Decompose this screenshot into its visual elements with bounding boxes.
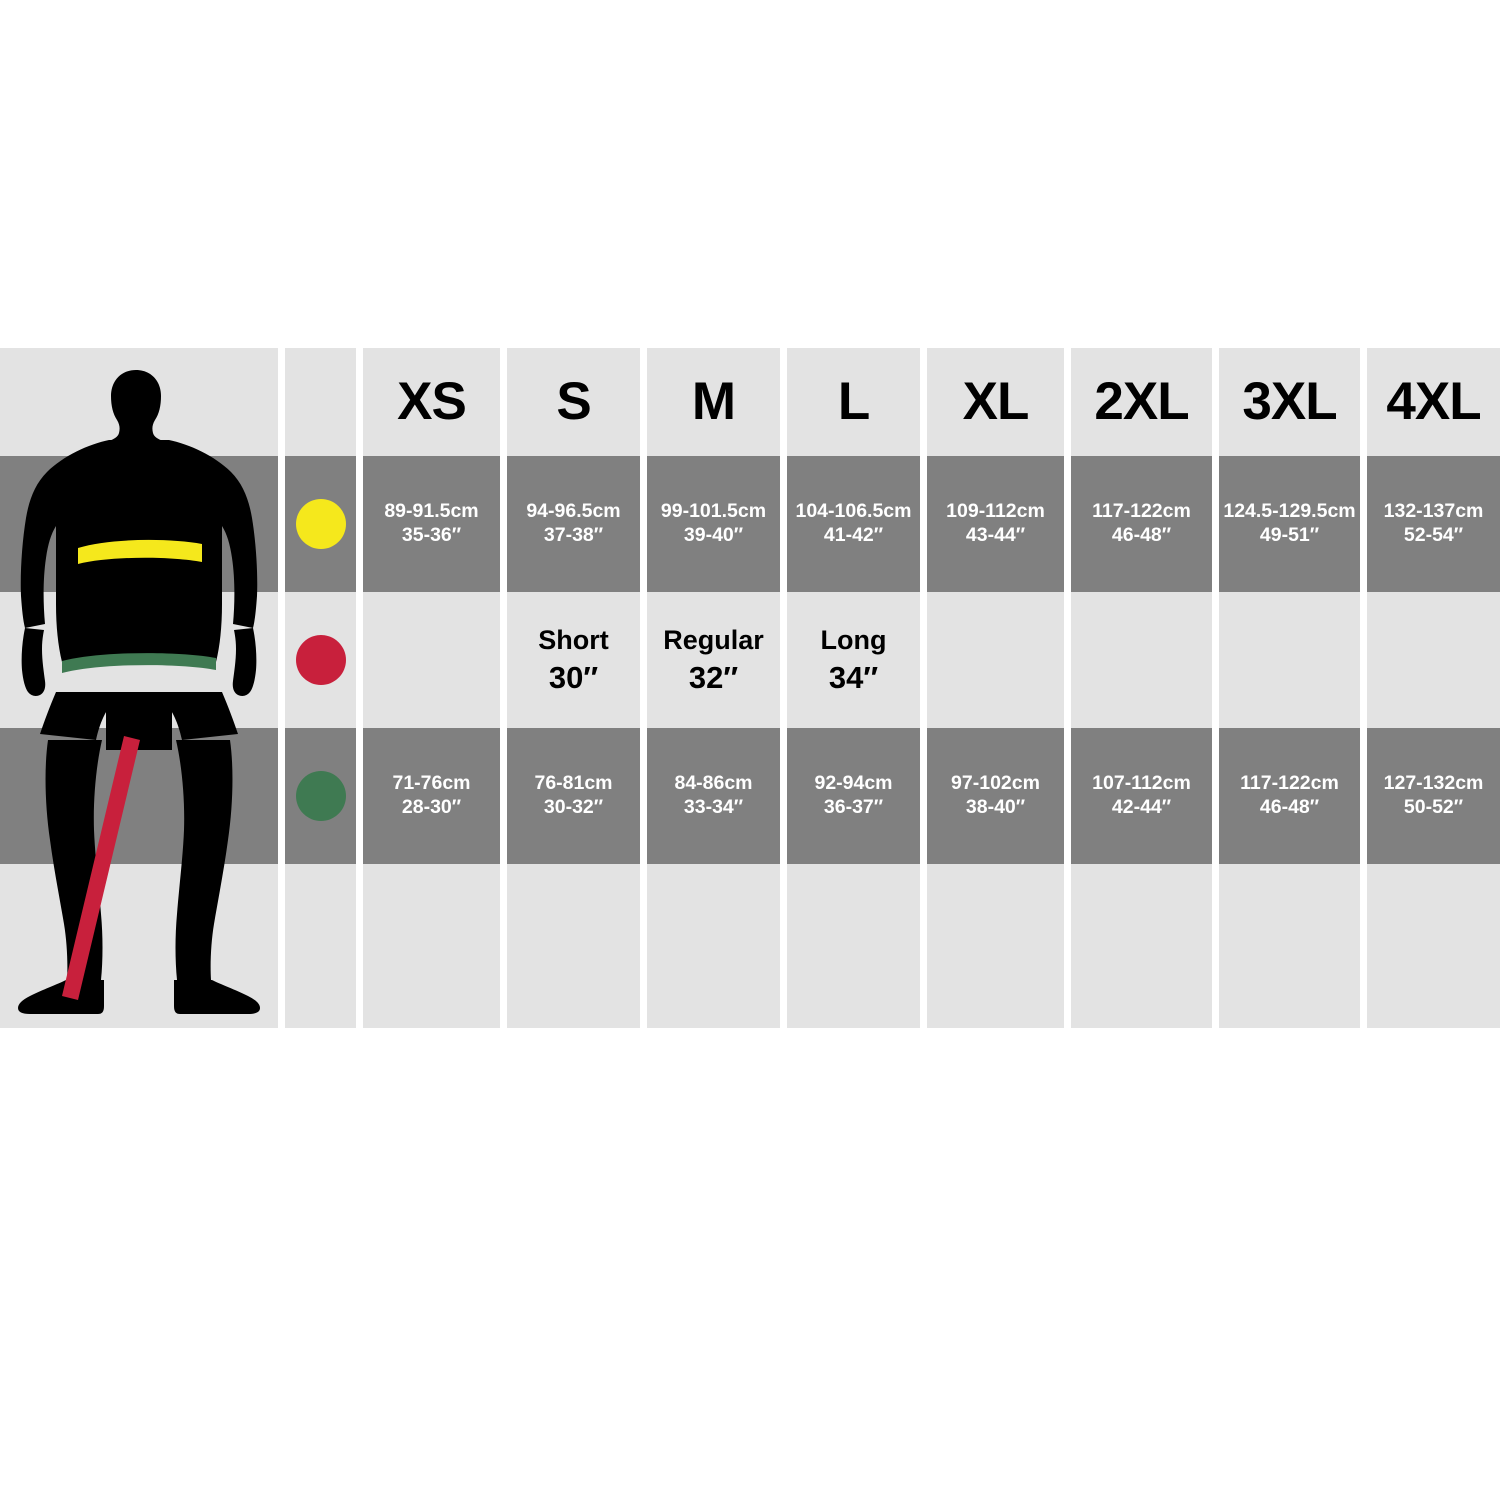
chest-marker-icon [296, 499, 346, 549]
size-label-s: S [556, 371, 591, 431]
waist-l-in: 36-37″ [823, 796, 884, 818]
waist-cell-3xl [1212, 728, 1360, 864]
size-label-2xl: 2XL [1094, 371, 1189, 431]
figure-panel-waist-row [0, 728, 278, 864]
figure-panel-inseam-row [0, 592, 278, 728]
footer-cell-4xl [1360, 864, 1500, 1028]
chest-3xl-in: 49-51″ [1259, 524, 1320, 546]
inseam-s-value: 30″ [548, 660, 599, 696]
size-label-3xl: 3XL [1242, 371, 1337, 431]
footer-marker-column [278, 864, 356, 1028]
waist-cell-4xl [1360, 728, 1500, 864]
chest-m-cm: 99-101.5cm [660, 500, 767, 523]
waist-m-cm: 84-86cm [674, 772, 753, 795]
size-label-4xl: 4XL [1386, 371, 1481, 431]
footer-cell-l [780, 864, 920, 1028]
chest-2xl-in: 46-48″ [1111, 524, 1172, 546]
header-cell-4xl [1360, 348, 1500, 456]
marker-column-header [278, 348, 356, 456]
waist-l-cm: 92-94cm [814, 772, 893, 795]
chest-cell-l [780, 456, 920, 592]
waist-3xl-in: 46-48″ [1259, 796, 1320, 818]
waist-xl-in: 38-40″ [965, 796, 1026, 818]
inseam-cell-xl [920, 592, 1064, 728]
chest-m-in: 39-40″ [683, 524, 744, 546]
size-label-xs: XS [397, 371, 466, 431]
waist-2xl-in: 42-44″ [1111, 796, 1172, 818]
header-cell-m [640, 348, 780, 456]
chest-cell-4xl [1360, 456, 1500, 592]
waist-cell-xl [920, 728, 1064, 864]
chest-2xl-cm: 117-122cm [1092, 500, 1191, 523]
chest-s-in: 37-38″ [543, 524, 604, 546]
header-cell-xs [356, 348, 500, 456]
waist-xs-in: 28-30″ [401, 796, 462, 818]
inseam-cell-4xl [1360, 592, 1500, 728]
chest-cell-3xl [1212, 456, 1360, 592]
waist-2xl-cm: 107-112cm [1092, 772, 1191, 795]
chest-l-in: 41-42″ [823, 524, 884, 546]
chest-xl-cm: 109-112cm [946, 500, 1045, 523]
footer-cell-3xl [1212, 864, 1360, 1028]
inseam-cell-s [500, 592, 640, 728]
header-cell-2xl [1064, 348, 1212, 456]
figure-panel-chest-row [0, 456, 278, 592]
waist-cell-m [640, 728, 780, 864]
footer-cell-xl [920, 864, 1064, 1028]
inseam-cell-3xl [1212, 592, 1360, 728]
waist-4xl-cm: 127-132cm [1383, 772, 1484, 795]
waist-marker-icon [296, 771, 346, 821]
chest-xs-cm: 89-91.5cm [384, 500, 479, 523]
inseam-s-label: Short [538, 624, 609, 655]
waist-m-in: 33-34″ [683, 796, 744, 818]
chest-4xl-cm: 132-137cm [1383, 500, 1484, 523]
waist-cell-2xl [1064, 728, 1212, 864]
inseam-m-value: 32″ [688, 660, 739, 696]
chest-3xl-cm: 124.5-129.5cm [1223, 500, 1356, 523]
chest-marker-cell [278, 456, 356, 592]
size-chart-grid [0, 348, 1500, 1028]
chest-cell-xl [920, 456, 1064, 592]
inseam-l-label: Long [820, 624, 887, 655]
figure-panel-footer [0, 864, 278, 1028]
waist-xl-cm: 97-102cm [951, 772, 1040, 795]
footer-cell-m [640, 864, 780, 1028]
inseam-marker-icon [296, 635, 346, 685]
header-cell-xl [920, 348, 1064, 456]
chest-cell-s [500, 456, 640, 592]
waist-s-in: 30-32″ [543, 796, 604, 818]
header-cell-l [780, 348, 920, 456]
waist-s-cm: 76-81cm [534, 772, 613, 795]
inseam-cell-m [640, 592, 780, 728]
inseam-cell-xs [356, 592, 500, 728]
waist-4xl-in: 50-52″ [1403, 796, 1464, 818]
chest-l-cm: 104-106.5cm [795, 500, 912, 523]
chest-xl-in: 43-44″ [965, 524, 1026, 546]
size-chart [0, 348, 1500, 1028]
figure-panel-header [0, 348, 278, 456]
header-cell-s [500, 348, 640, 456]
size-label-l: L [837, 371, 870, 431]
waist-xs-cm: 71-76cm [392, 772, 471, 795]
waist-marker-cell [278, 728, 356, 864]
chest-cell-2xl [1064, 456, 1212, 592]
footer-cell-2xl [1064, 864, 1212, 1028]
chest-s-cm: 94-96.5cm [526, 500, 621, 523]
inseam-l-value: 34″ [828, 660, 879, 696]
waist-cell-l [780, 728, 920, 864]
header-cell-3xl [1212, 348, 1360, 456]
waist-cell-xs [356, 728, 500, 864]
chest-cell-xs [356, 456, 500, 592]
footer-cell-xs [356, 864, 500, 1028]
size-label-m: M [691, 371, 736, 431]
chest-xs-in: 35-36″ [401, 524, 462, 546]
chest-4xl-in: 52-54″ [1403, 524, 1464, 546]
inseam-cell-l [780, 592, 920, 728]
waist-cell-s [500, 728, 640, 864]
waist-3xl-cm: 117-122cm [1240, 772, 1339, 795]
inseam-cell-2xl [1064, 592, 1212, 728]
inseam-marker-cell [278, 592, 356, 728]
chest-cell-m [640, 456, 780, 592]
size-label-xl: XL [962, 371, 1029, 431]
inseam-m-label: Regular [663, 624, 764, 655]
footer-cell-s [500, 864, 640, 1028]
